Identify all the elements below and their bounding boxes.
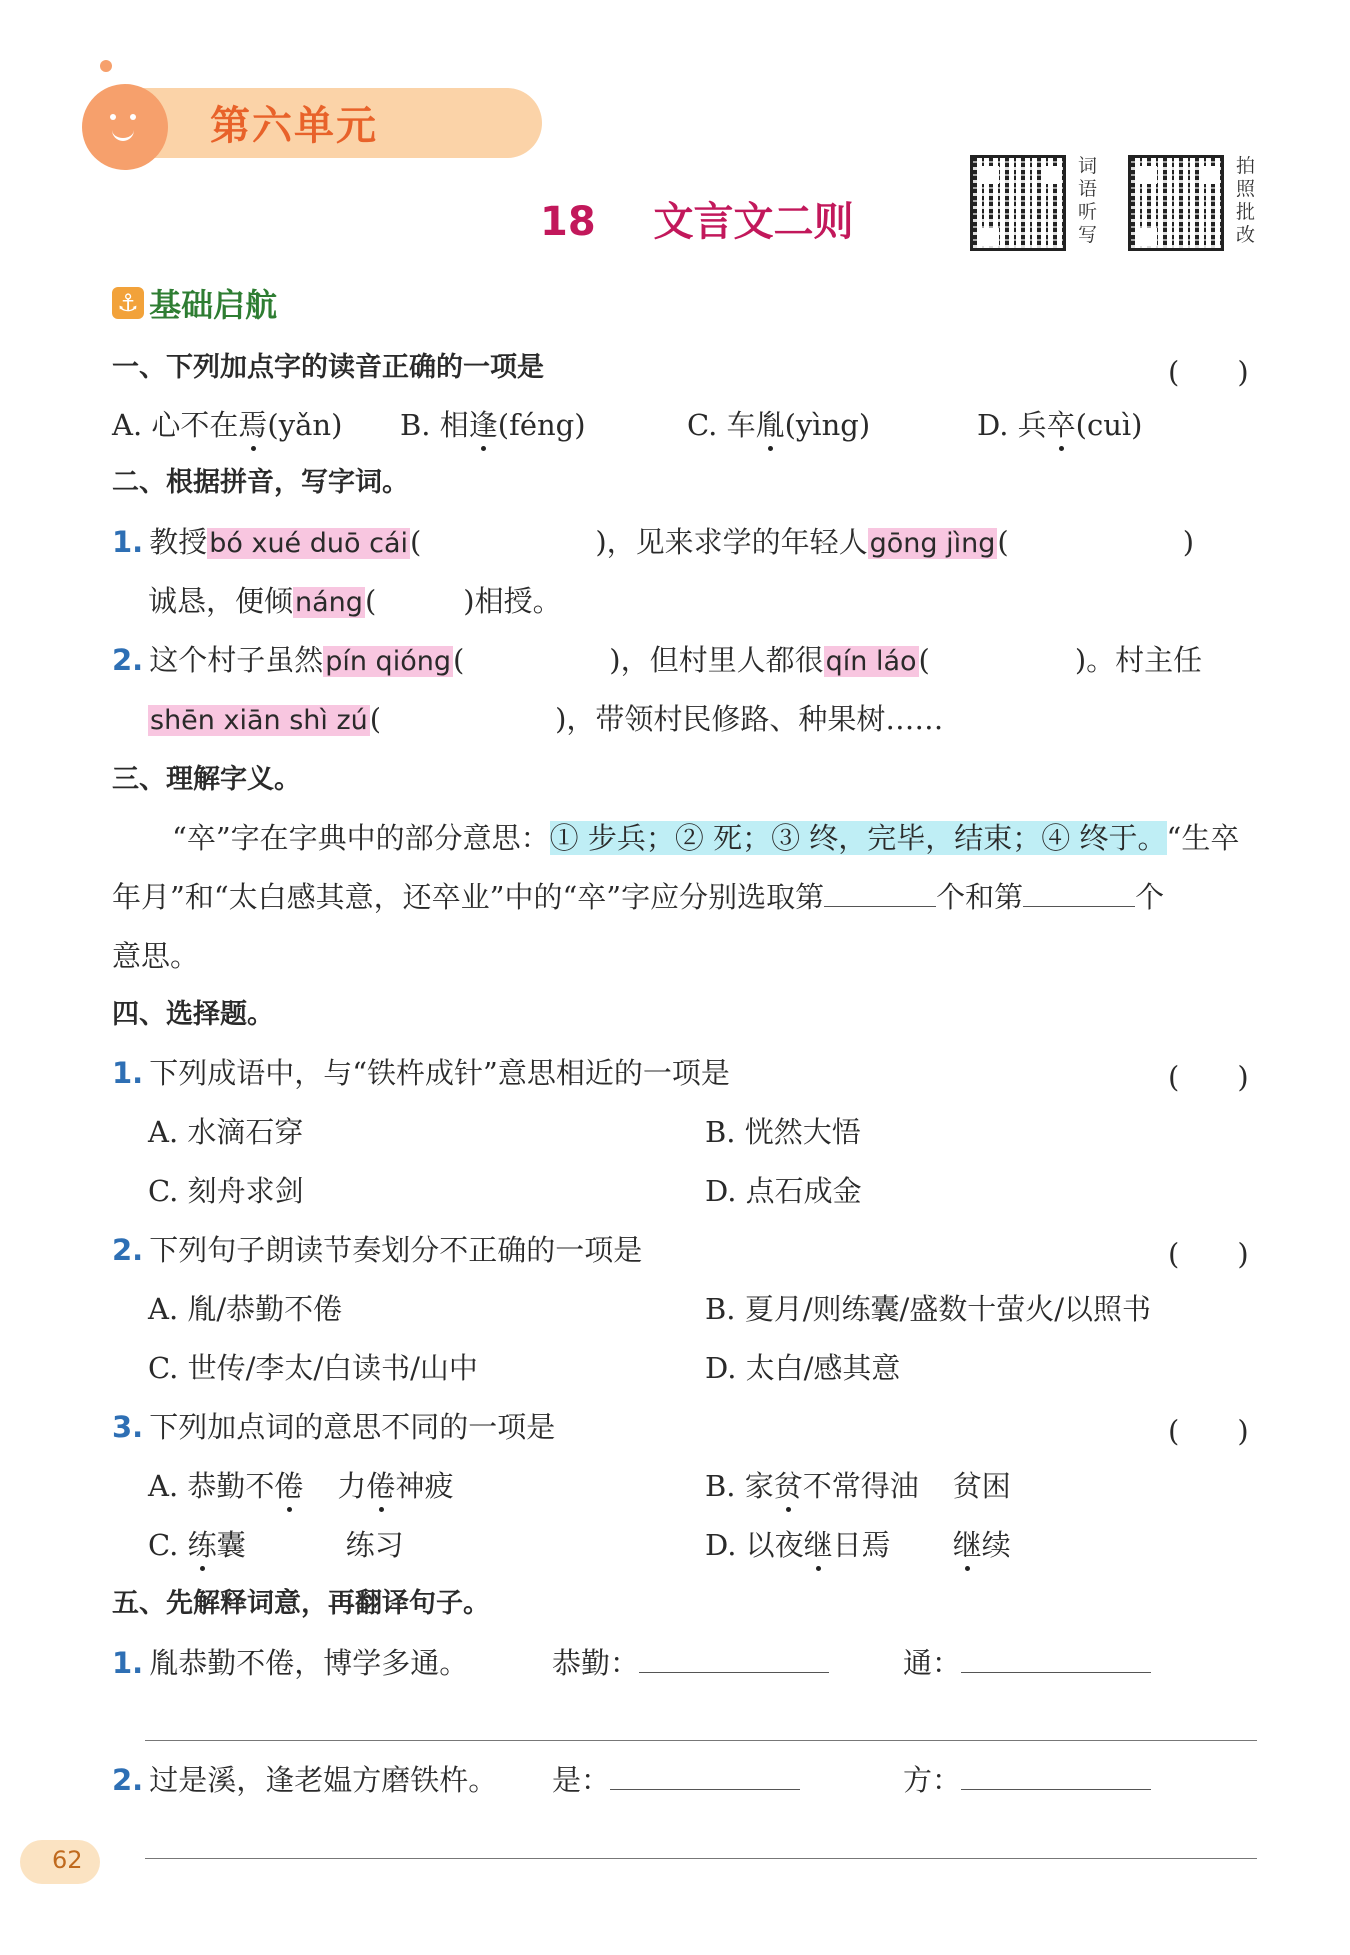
q4-item-2-paren[interactable]: ( ): [1168, 1237, 1249, 1271]
q4-heading: 四、选择题。: [112, 999, 274, 1030]
unit-banner: [82, 84, 462, 162]
pinyin-nang: náng: [295, 587, 363, 618]
q4-3-option-a[interactable]: A. 恭勤不倦 力倦神疲: [148, 1469, 454, 1503]
q2-item-2: 2. 这个村子虽然pín qióng( )，但村里人都很qín láo( )。村主任: [112, 643, 1203, 677]
q3-definitions: ① 步兵；② 死；③ 终，完毕，结束；④ 终于。: [549, 821, 1167, 855]
unit-label: 第六单元: [210, 103, 378, 149]
q5-item-2: 2. 过是溪，逢老媪方磨铁杵。: [112, 1763, 498, 1797]
q3-paragraph-1: “卒”字在字典中的部分意思：① 步兵；② 死；③ 终，完毕，结束；④ 终于。“生卒: [172, 821, 1240, 855]
pinyin-qin-lao: qín láo: [825, 646, 917, 677]
pinyin-pin-qiong: pín qióng: [325, 646, 451, 677]
q1-option-b[interactable]: B. 相逢(féng): [400, 408, 586, 442]
q5-1-word-2: 通：: [903, 1645, 1151, 1681]
q1-option-c[interactable]: C. 车胤(yìng): [687, 408, 871, 442]
q1-option-a[interactable]: A. 心不在焉(yǎn): [112, 408, 343, 442]
q5-1-translation-line[interactable]: [145, 1740, 1257, 1741]
q4-1-option-b[interactable]: B. 恍然大悟: [705, 1115, 861, 1149]
q4-3-option-d[interactable]: D. 以夜继日焉 继续: [705, 1528, 1011, 1562]
pinyin-gong-jing: gōng jìng: [869, 528, 996, 559]
q4-item-1-stem: 1. 下列成语中，与“铁杵成针”意思相近的一项是: [112, 1056, 730, 1090]
q5-1-word-1: 恭勤：: [552, 1645, 829, 1681]
q2-item-1: 1. 教授bó xué duō cái( )，见来求学的年轻人gōng jìng( ): [112, 525, 1195, 559]
lesson-number: 18: [540, 199, 596, 245]
q4-3-option-c[interactable]: C. 练囊 练习: [148, 1528, 404, 1562]
mascot-icon: [82, 84, 168, 170]
qr-code-photo-check[interactable]: [1128, 155, 1224, 251]
q4-1-option-c[interactable]: C. 刻舟求剑: [148, 1174, 304, 1208]
q1-option-d[interactable]: D. 兵卒(cuì): [977, 408, 1143, 442]
q4-2-option-a[interactable]: A. 胤/恭勤不倦: [148, 1292, 343, 1326]
q3-blank-2[interactable]: [1023, 906, 1135, 907]
qr-code-dictation[interactable]: [970, 155, 1066, 251]
q5-2-word-2: 方：: [903, 1762, 1151, 1798]
q3-paragraph-2: 年月”和“太白感其意，还卒业”中的“卒”字应分别选取第 个和第 个: [112, 880, 1165, 914]
section-header: [112, 280, 277, 326]
q5-item-1: 1. 胤恭勤不倦，博学多通。: [112, 1646, 469, 1680]
q3-paragraph-3: 意思。: [112, 939, 200, 973]
lesson-title: [540, 190, 854, 247]
q5-2-word-1: 是：: [552, 1762, 800, 1798]
q2-item-1-line2: 诚恳，便倾náng( )相授。: [148, 584, 562, 618]
qr-photo-check-label: 拍照批改: [1236, 155, 1256, 246]
lesson-name: 文言文二则: [653, 199, 854, 245]
q5-2-translation-line[interactable]: [145, 1858, 1257, 1859]
q4-item-1-paren[interactable]: ( ): [1168, 1060, 1249, 1094]
q4-2-option-c[interactable]: C. 世传/李太/白读书/山中: [148, 1351, 478, 1385]
q4-item-2-stem: 2. 下列句子朗读节奏划分不正确的一项是: [112, 1233, 643, 1267]
q5-2-blank-2[interactable]: [961, 1789, 1151, 1790]
q3-blank-1[interactable]: [824, 906, 936, 907]
q2-heading: 二、根据拼音，写字词。: [112, 467, 409, 498]
q4-item-3-paren[interactable]: ( ): [1168, 1414, 1249, 1448]
section-title: 基础启航: [149, 286, 278, 324]
pinyin-bo-xue-duo-cai: bó xué duō cái: [209, 528, 408, 559]
anchor-icon: ⚓: [112, 287, 144, 319]
q4-3-option-b[interactable]: B. 家贫不常得油 贫困: [705, 1469, 1011, 1503]
q5-1-blank-1[interactable]: [639, 1672, 829, 1673]
q4-2-option-d[interactable]: D. 太白/感其意: [705, 1351, 901, 1385]
q1-heading: 一、下列加点字的读音正确的一项是: [112, 352, 544, 383]
pinyin-shen-xian-shi-zu: shēn xiān shì zú: [150, 705, 368, 736]
q5-2-blank-1[interactable]: [610, 1789, 800, 1790]
page-number: 62: [52, 1846, 83, 1874]
q2-item-2-line2: shēn xiān shì zú( )，带领村民修路、种果树……: [150, 702, 944, 736]
qr-dictation-label: 词语听写: [1078, 155, 1098, 246]
q4-item-3-stem: 3. 下列加点词的意思不同的一项是: [112, 1410, 556, 1444]
q4-1-option-d[interactable]: D. 点石成金: [705, 1174, 862, 1208]
q5-1-blank-2[interactable]: [961, 1672, 1151, 1673]
mascot-antenna: [100, 60, 112, 72]
q1-answer-paren[interactable]: ( ): [1168, 355, 1249, 389]
q3-heading: 三、理解字义。: [112, 764, 301, 795]
q4-1-option-a[interactable]: A. 水滴石穿: [148, 1115, 304, 1149]
q4-2-option-b[interactable]: B. 夏月/则练囊/盛数十萤火/以照书: [705, 1292, 1152, 1326]
q5-heading: 五、先解释词意，再翻译句子。: [112, 1588, 490, 1619]
